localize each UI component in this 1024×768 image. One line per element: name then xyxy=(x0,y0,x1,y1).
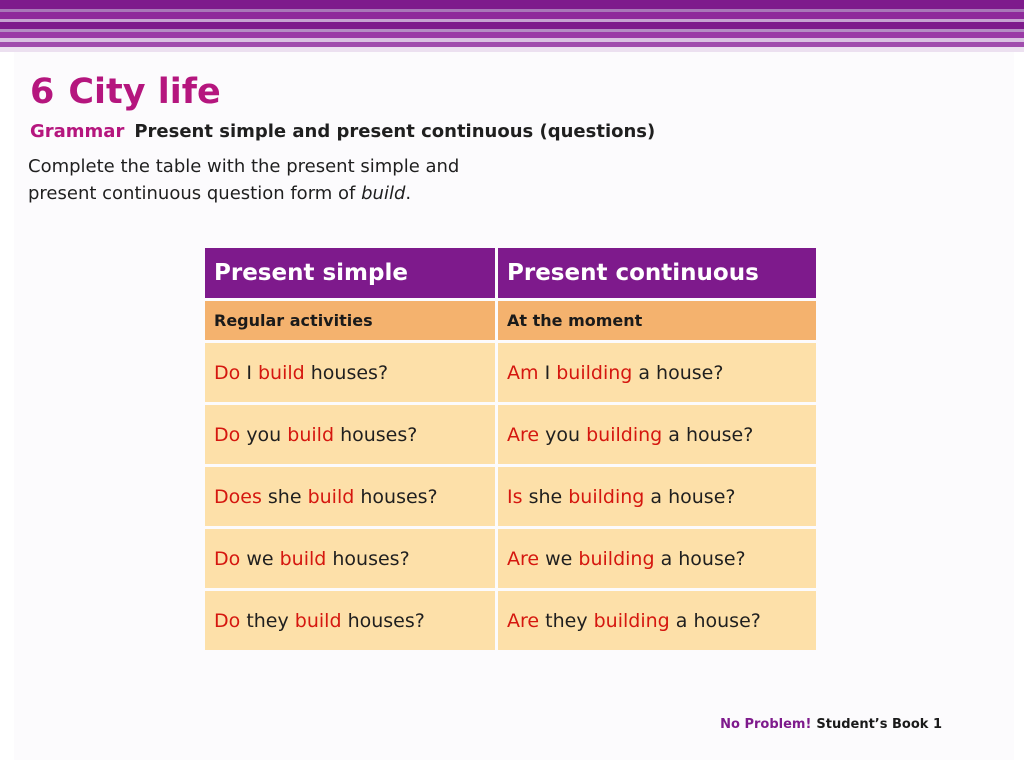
table-row xyxy=(205,343,816,402)
unit-title-text: City life xyxy=(68,72,221,112)
object: houses? xyxy=(310,361,389,384)
unit-title xyxy=(30,72,221,112)
subject: I xyxy=(544,361,551,384)
footer-book: Student’s Book 1 xyxy=(816,717,942,732)
object: a house? xyxy=(660,547,746,570)
auxiliary: Do xyxy=(214,423,241,446)
subject: she xyxy=(528,485,563,508)
subject: they xyxy=(246,609,289,632)
instruction-text xyxy=(28,153,548,207)
table-row xyxy=(205,591,816,650)
present-simple-cell xyxy=(205,343,495,402)
table-subheader-row xyxy=(205,301,816,340)
instruction-line-2-end: . xyxy=(405,183,412,204)
subject: she xyxy=(267,485,302,508)
subheader-at-the-moment: At the moment xyxy=(498,301,816,340)
section-tag: Grammar xyxy=(30,121,125,142)
footer-credit xyxy=(720,717,942,732)
verb: build xyxy=(257,361,305,384)
verb: building xyxy=(568,485,645,508)
verb: build xyxy=(287,423,335,446)
header-present-continuous: Present continuous xyxy=(498,248,816,298)
section-topic: Present simple and present continuous (questions) xyxy=(134,121,656,142)
object: houses? xyxy=(340,423,418,446)
object: a house? xyxy=(650,485,736,508)
object: houses? xyxy=(360,485,438,508)
instruction-line-2: present continuous question form of xyxy=(28,183,362,204)
table-header-row xyxy=(205,248,816,298)
verb: building xyxy=(556,361,633,384)
verb: building xyxy=(578,547,655,570)
table-row xyxy=(205,529,816,588)
subject: you xyxy=(246,423,282,446)
object: houses? xyxy=(332,547,410,570)
verb: building xyxy=(593,609,670,632)
table-row xyxy=(205,405,816,464)
subject: we xyxy=(545,547,573,570)
auxiliary: Does xyxy=(214,485,262,508)
auxiliary: Am xyxy=(507,361,539,384)
verb: build xyxy=(279,547,327,570)
present-continuous-cell xyxy=(498,343,816,402)
object: houses? xyxy=(347,609,425,632)
auxiliary: Do xyxy=(214,361,241,384)
present-continuous-cell xyxy=(498,529,816,588)
present-continuous-cell xyxy=(498,591,816,650)
subheader-regular-activities: Regular activities xyxy=(205,301,495,340)
header-present-simple: Present simple xyxy=(205,248,495,298)
table-row xyxy=(205,467,816,526)
subject: they xyxy=(545,609,588,632)
verb: building xyxy=(586,423,663,446)
present-simple-cell xyxy=(205,405,495,464)
present-simple-cell xyxy=(205,529,495,588)
auxiliary: Is xyxy=(507,485,523,508)
subject: you xyxy=(545,423,581,446)
subject: I xyxy=(246,361,252,384)
auxiliary: Do xyxy=(214,609,241,632)
instruction-verb: build xyxy=(361,183,406,204)
auxiliary: Are xyxy=(507,547,540,570)
footer-brand: No Problem! xyxy=(720,717,812,732)
instruction-line-1: Complete the table with the present simple and xyxy=(28,156,460,177)
auxiliary: Are xyxy=(507,609,540,632)
verb: build xyxy=(294,609,342,632)
unit-number: 6 xyxy=(30,72,55,112)
section-heading xyxy=(30,121,655,142)
header-stripes xyxy=(0,0,1024,52)
object: a house? xyxy=(675,609,761,632)
present-continuous-cell xyxy=(498,467,816,526)
auxiliary: Are xyxy=(507,423,540,446)
subject: we xyxy=(246,547,274,570)
object: a house? xyxy=(668,423,754,446)
grammar-table xyxy=(202,245,819,653)
object: a house? xyxy=(638,361,724,384)
present-simple-cell xyxy=(205,591,495,650)
verb: build xyxy=(307,485,355,508)
auxiliary: Do xyxy=(214,547,241,570)
present-continuous-cell xyxy=(498,405,816,464)
present-simple-cell xyxy=(205,467,495,526)
